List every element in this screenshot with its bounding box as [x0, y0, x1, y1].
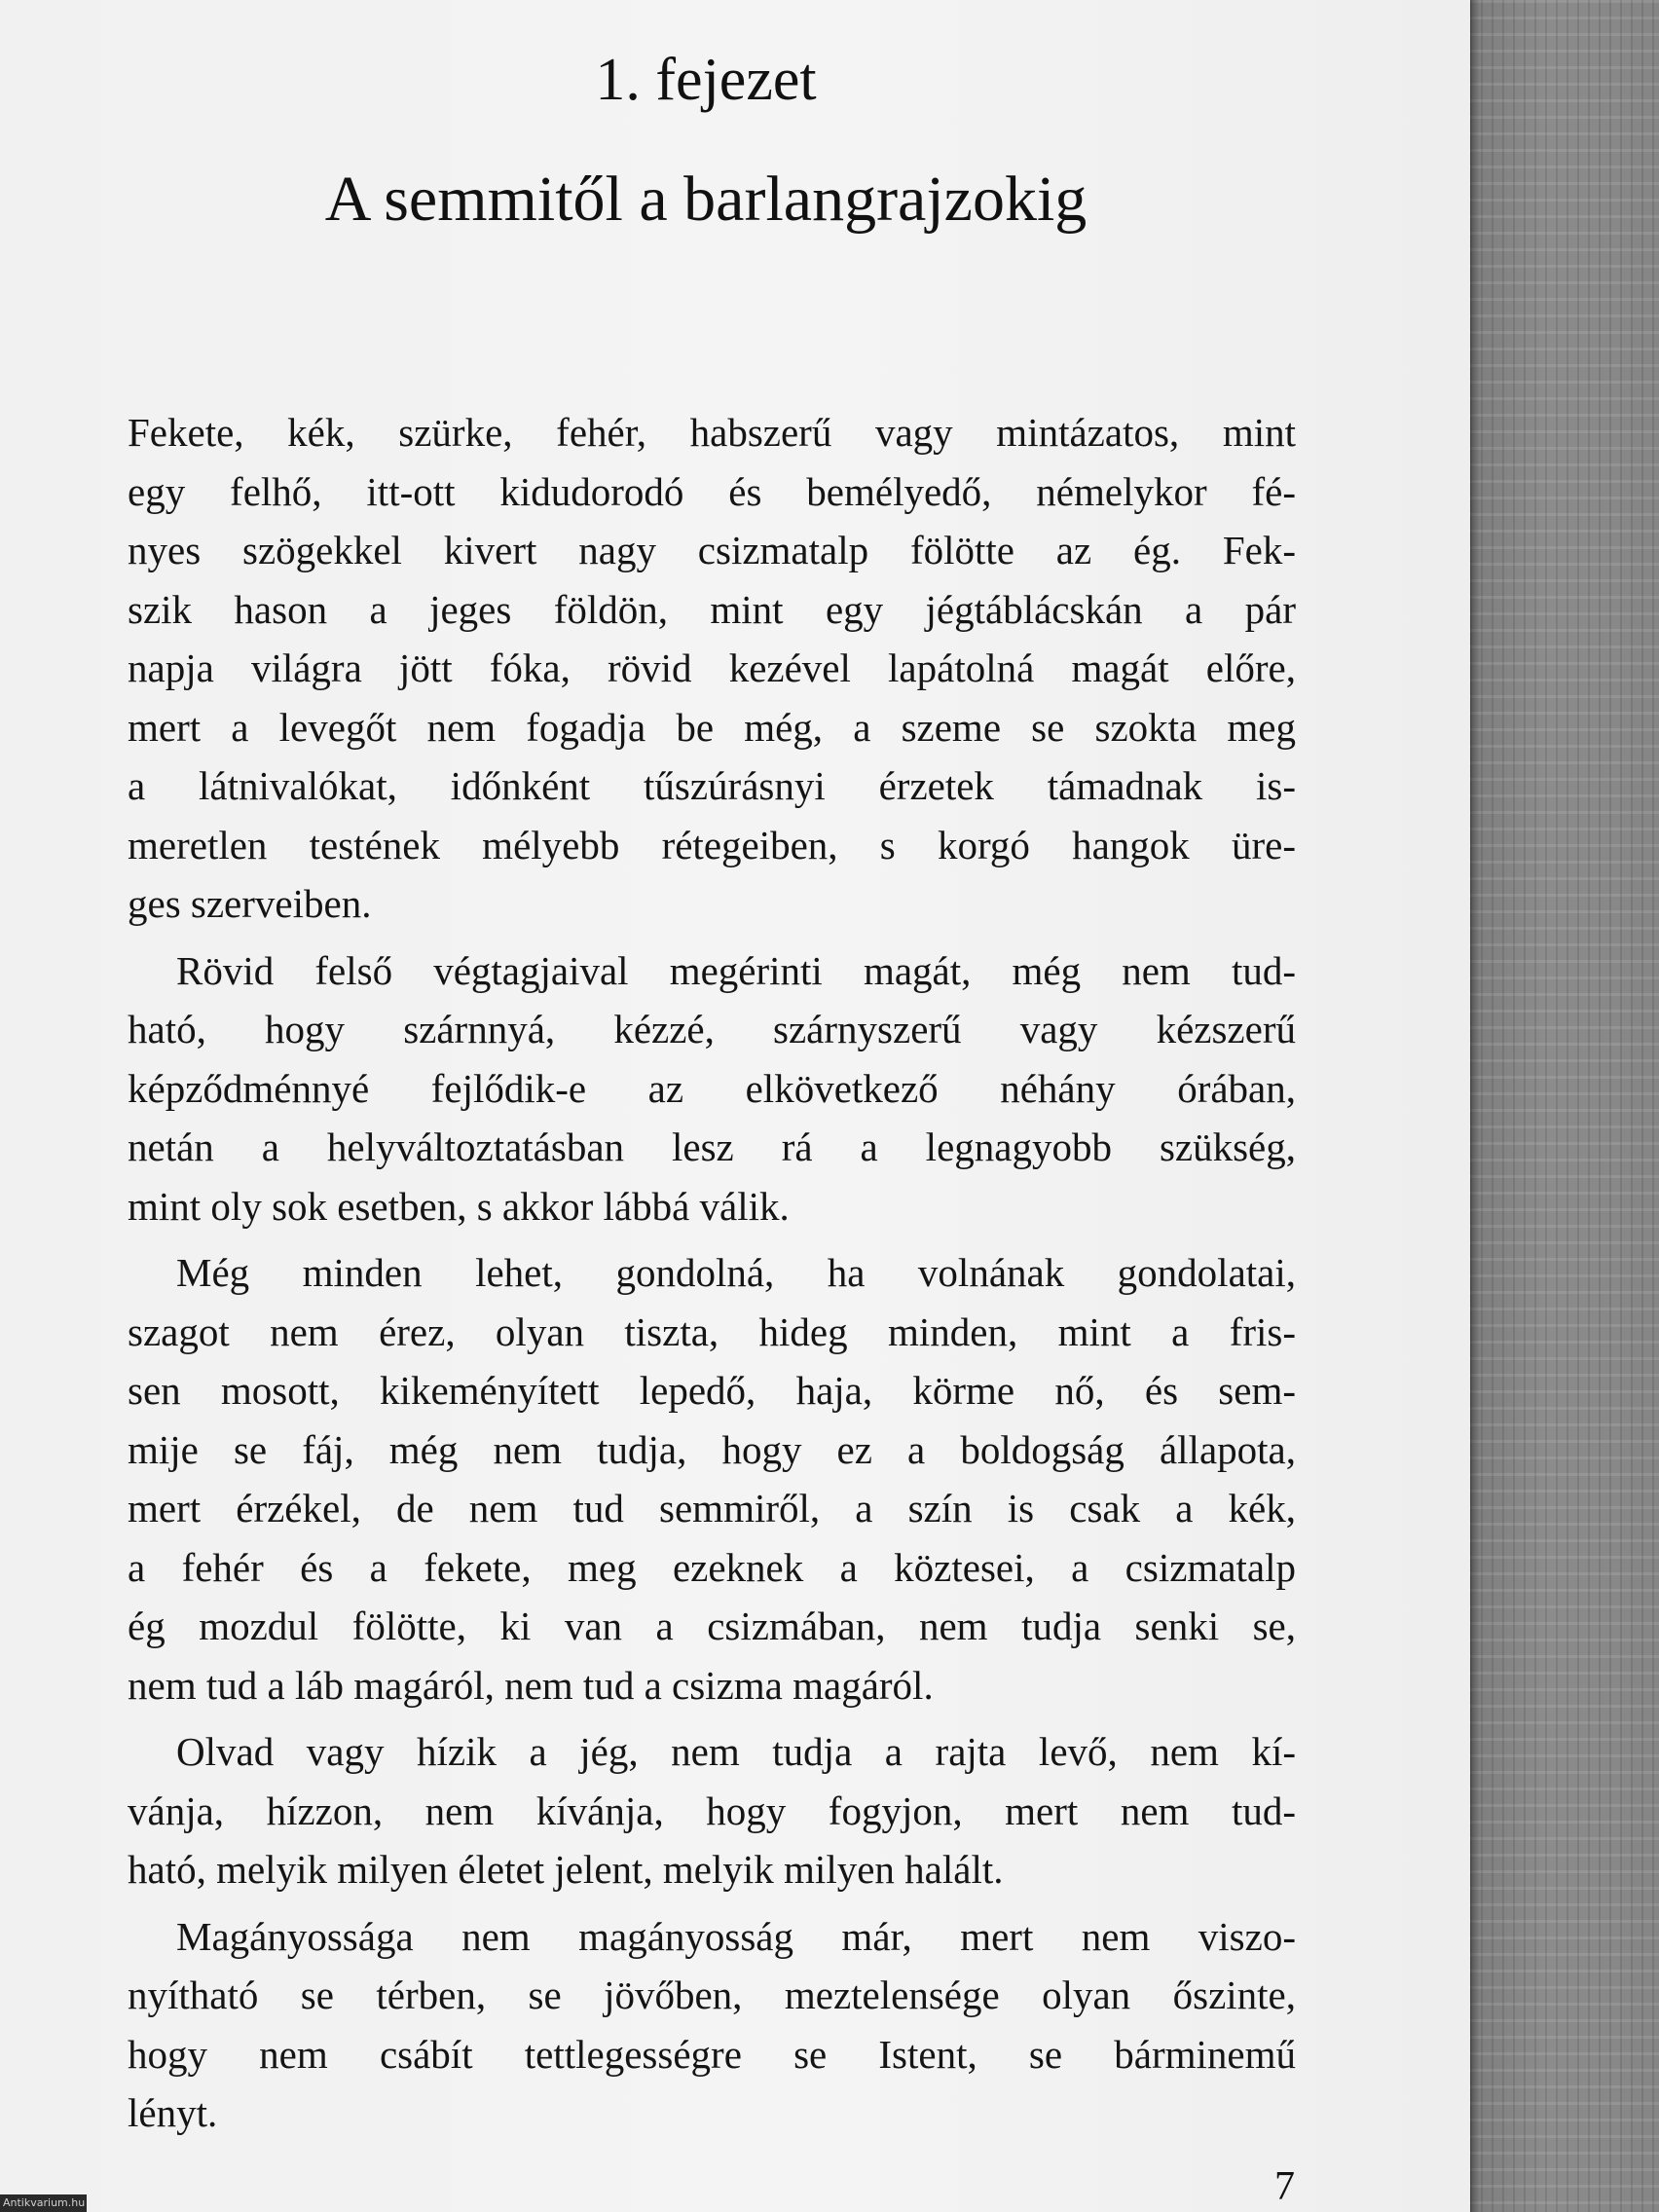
- watermark-logo: Antikvarium.hu: [0, 2194, 87, 2212]
- text-line: meretlen testének mélyebb rétegeiben, s korgó hangok üre-: [128, 822, 1296, 867]
- text-line: Magányossága nem magányosság már, mert nem viszo-: [176, 1913, 1296, 1959]
- text-line: mije se fáj, még nem tudja, hogy ez a boldogság állapota,: [128, 1426, 1296, 1472]
- background-surface: [1470, 0, 1659, 2212]
- text-line: Olvad vagy hízik a jég, nem tudja a rajta levő, nem kí-: [176, 1729, 1296, 1774]
- text-line: nyes szögekkel kivert nagy csizmatalp fölötte az ég. Fek-: [128, 528, 1296, 572]
- paragraph: [128, 1722, 1296, 1899]
- text-line: ható, melyik milyen életet jelent, melyik milyen halált.: [128, 1847, 1004, 1892]
- text-line: ég mozdul fölötte, ki van a csizmában, nem tudja senki se,: [128, 1604, 1296, 1648]
- text-line: vánja, hízzon, nem kívánja, hogy fogyjon, mert nem tud-: [128, 1788, 1296, 1833]
- chapter-number: 1. fejezet: [595, 47, 817, 113]
- text-line: szagot nem érez, olyan tiszta, hideg minden, mint a fris-: [128, 1309, 1296, 1354]
- text-line: egy felhő, itt-ott kidudorodó és bemélyedő, némelykor fé-: [128, 468, 1296, 514]
- text-line: ható, hogy szárnnyá, kézzé, szárnyszerű vagy kézszerű: [128, 1007, 1296, 1051]
- paragraph: [128, 1243, 1296, 1714]
- text-line: a fehér és a fekete, meg ezeknek a köztesei, a csizmatalp: [128, 1544, 1296, 1590]
- text-line: mert érzékel, de nem tud semmiről, a szín is csak a kék,: [128, 1486, 1296, 1530]
- text-line: hogy nem csábít tettlegességre se Istent, se bárminemű: [128, 2031, 1296, 2077]
- text-line: Fekete, kék, szürke, fehér, habszerű vagy mintázatos, mint: [128, 410, 1296, 455]
- text-line: képződménnyé fejlődik-e az elkövetkező néhány órában,: [128, 1065, 1296, 1111]
- text-line: napja világra jött fóka, rövid kezével lapátolná magát előre,: [128, 645, 1296, 690]
- paragraph: [128, 1907, 1296, 2143]
- text-line: ges szerveiben.: [128, 881, 372, 926]
- text-line: szik hason a jeges földön, mint egy jégtáblácskán a pár: [128, 586, 1296, 632]
- text-line: Még minden lehet, gondolná, ha volnának gondolatai,: [176, 1250, 1296, 1295]
- text-line: mint oly sok esetben, s akkor lábbá válik.: [128, 1183, 790, 1229]
- paragraph: [128, 403, 1296, 934]
- chapter-title: A semmitől a barlangrajzokig: [324, 164, 1088, 235]
- paragraph: [128, 941, 1296, 1236]
- text-line: netán a helyváltoztatásban lesz rá a legnagyobb szükség,: [128, 1124, 1296, 1169]
- text-line: sen mosott, kikeményített lepedő, haja, körme nő, és sem-: [128, 1368, 1296, 1413]
- text-line: a látnivalókat, időnként tűszúrásnyi érzetek támadnak is-: [128, 763, 1296, 808]
- text-line: mert a levegőt nem fogadja be még, a szeme se szokta meg: [128, 704, 1296, 750]
- text-line: nem tud a láb magáról, nem tud a csizma magáról.: [128, 1662, 934, 1708]
- page-edge-shadow: [1470, 0, 1480, 2212]
- body-text: [128, 403, 1296, 2151]
- text-line: nyítható se térben, se jövőben, meztelensége olyan őszinte,: [128, 1972, 1296, 2017]
- page-number: 7: [1274, 2164, 1295, 2209]
- text-line: Rövid felső végtagjaival megérinti magát, még nem tud-: [176, 947, 1296, 993]
- text-line: lényt.: [128, 2090, 218, 2135]
